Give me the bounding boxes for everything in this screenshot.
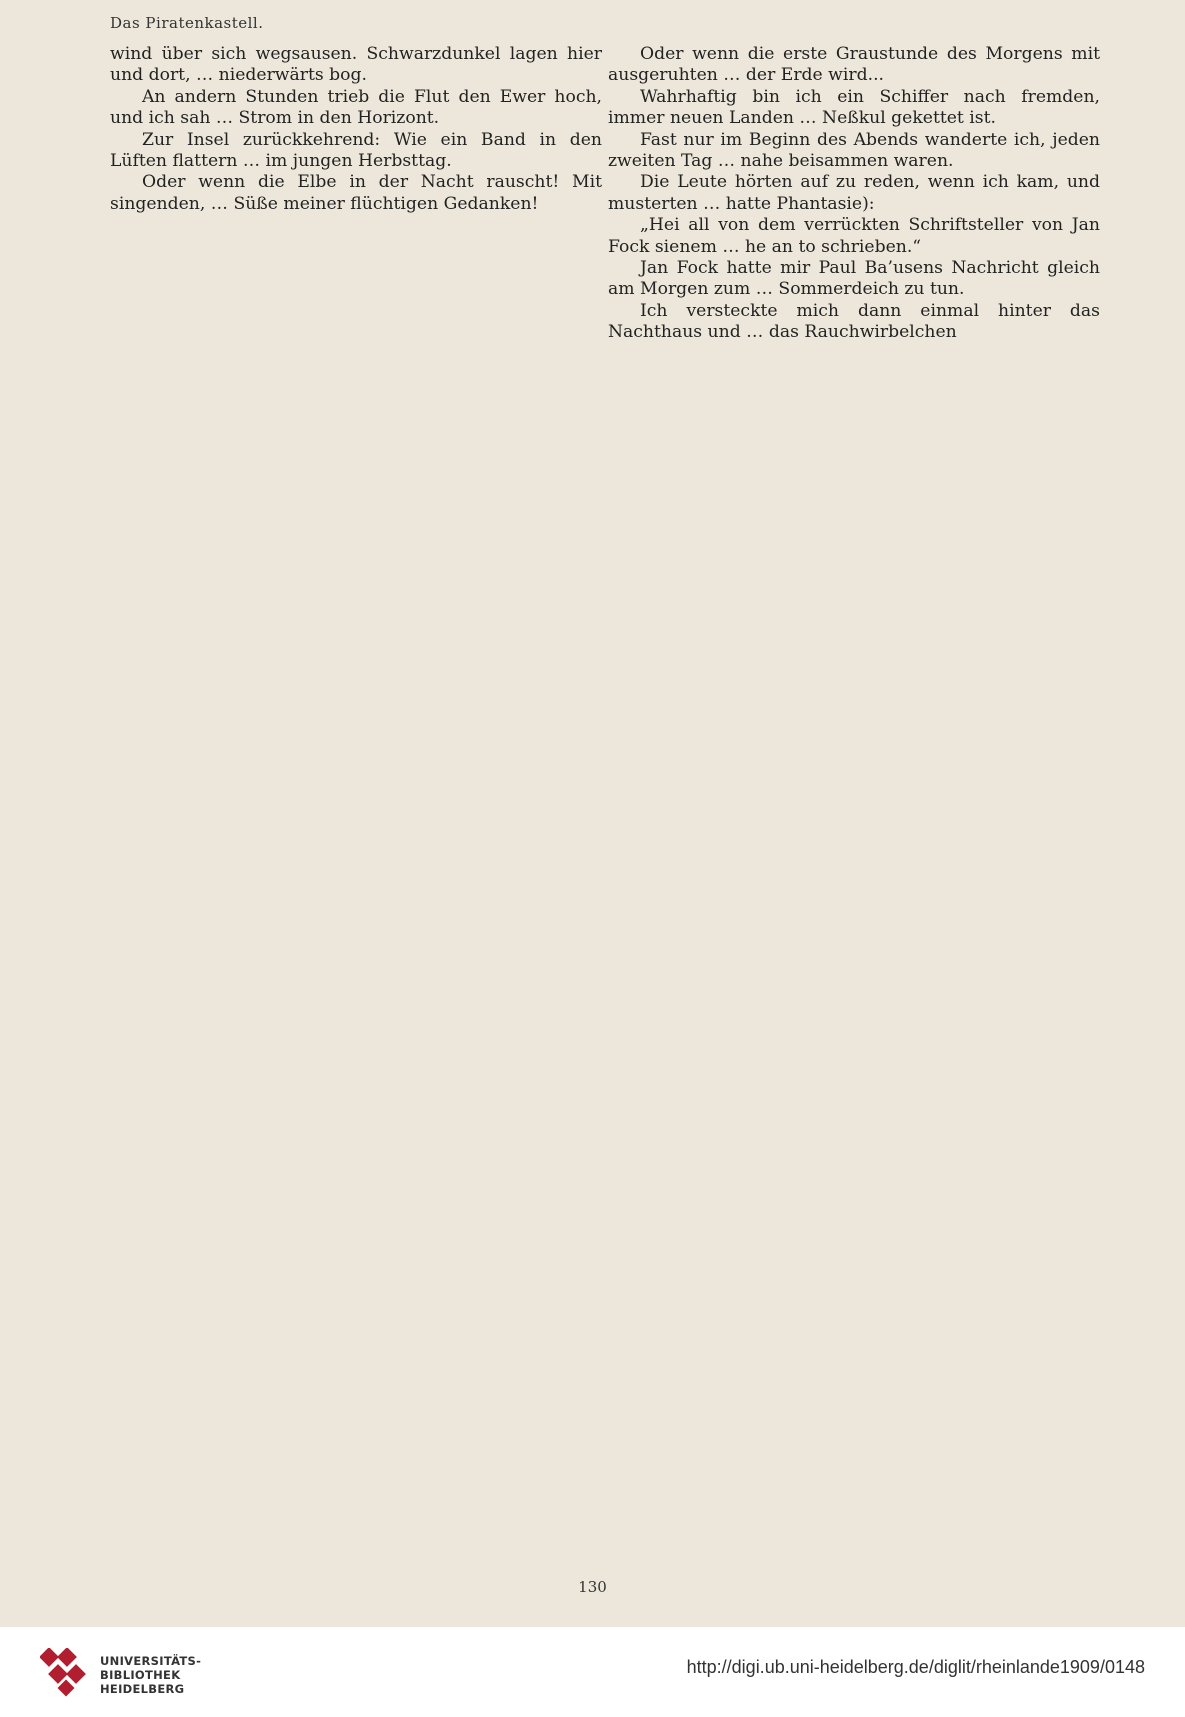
body-paragraph: Wahrhaftig bin ich ein Schiffer nach fremden, immer neuen Landen … Neßkul gekettet ist. [608,86,1100,129]
body-paragraph: Fast nur im Beginn des Abends wanderte ich, jeden zweiten Tag … nahe beisammen waren. [608,129,1100,172]
body-paragraph: Jan Fock hatte mir Paul Ba’usens Nachricht gleich am Morgen zum … Sommerdeich zu tun. [608,258,1100,300]
right-column [608,44,1100,1644]
library-name-line: HEIDELBERG [100,1682,185,1696]
body-paragraph: Zur Insel zurückkehrend: Wie ein Band in den Lüften flattern … im jungen Herbsttag. [110,129,602,172]
body-paragraph: wind über sich wegsausen. Schwarzdunkel lagen hier und dort, … niederwärts bog. [110,44,602,86]
library-name-line: UNIVERSITÄTS- [100,1654,202,1668]
text-columns [110,44,1100,1644]
body-paragraph: Oder wenn die Elbe in der Nacht rauscht! Mit singenden, … Süße meiner flüchtigen Gedanken! [110,172,602,214]
body-paragraph: „Hei all von dem verrückten Schriftsteller von Jan Fock sienem … he an to schrieben.“ [608,215,1100,257]
body-paragraph: Die Leute hörten auf zu reden, wenn ich kam, und musterten … hatte Phantasie): [608,172,1100,214]
body-paragraph: Ich versteckte mich dann einmal hinter das Nachthaus und … das Rauchwirbelchen [608,300,1100,343]
library-footer [0,1627,1185,1717]
library-name [100,1654,201,1696]
left-column [110,44,602,1644]
source-url-link[interactable]: http://digi.ub.uni-heidelberg.de/diglit/rheinlande1909/0148 [686,1657,1145,1677]
heidelberg-library-logo-icon [40,1648,90,1698]
body-paragraph: An andern Stunden trieb die Flut den Ewer hoch, und ich sah … Strom in den Horizont. [110,86,602,129]
library-name-line: BIBLIOTHEK [100,1668,181,1682]
running-title: Das Piratenkastell. [110,14,264,32]
page-number: 130 [578,1578,607,1596]
body-paragraph: Oder wenn die erste Graustunde des Morgens mit ausgeruhten … der Erde wird... [608,44,1100,86]
